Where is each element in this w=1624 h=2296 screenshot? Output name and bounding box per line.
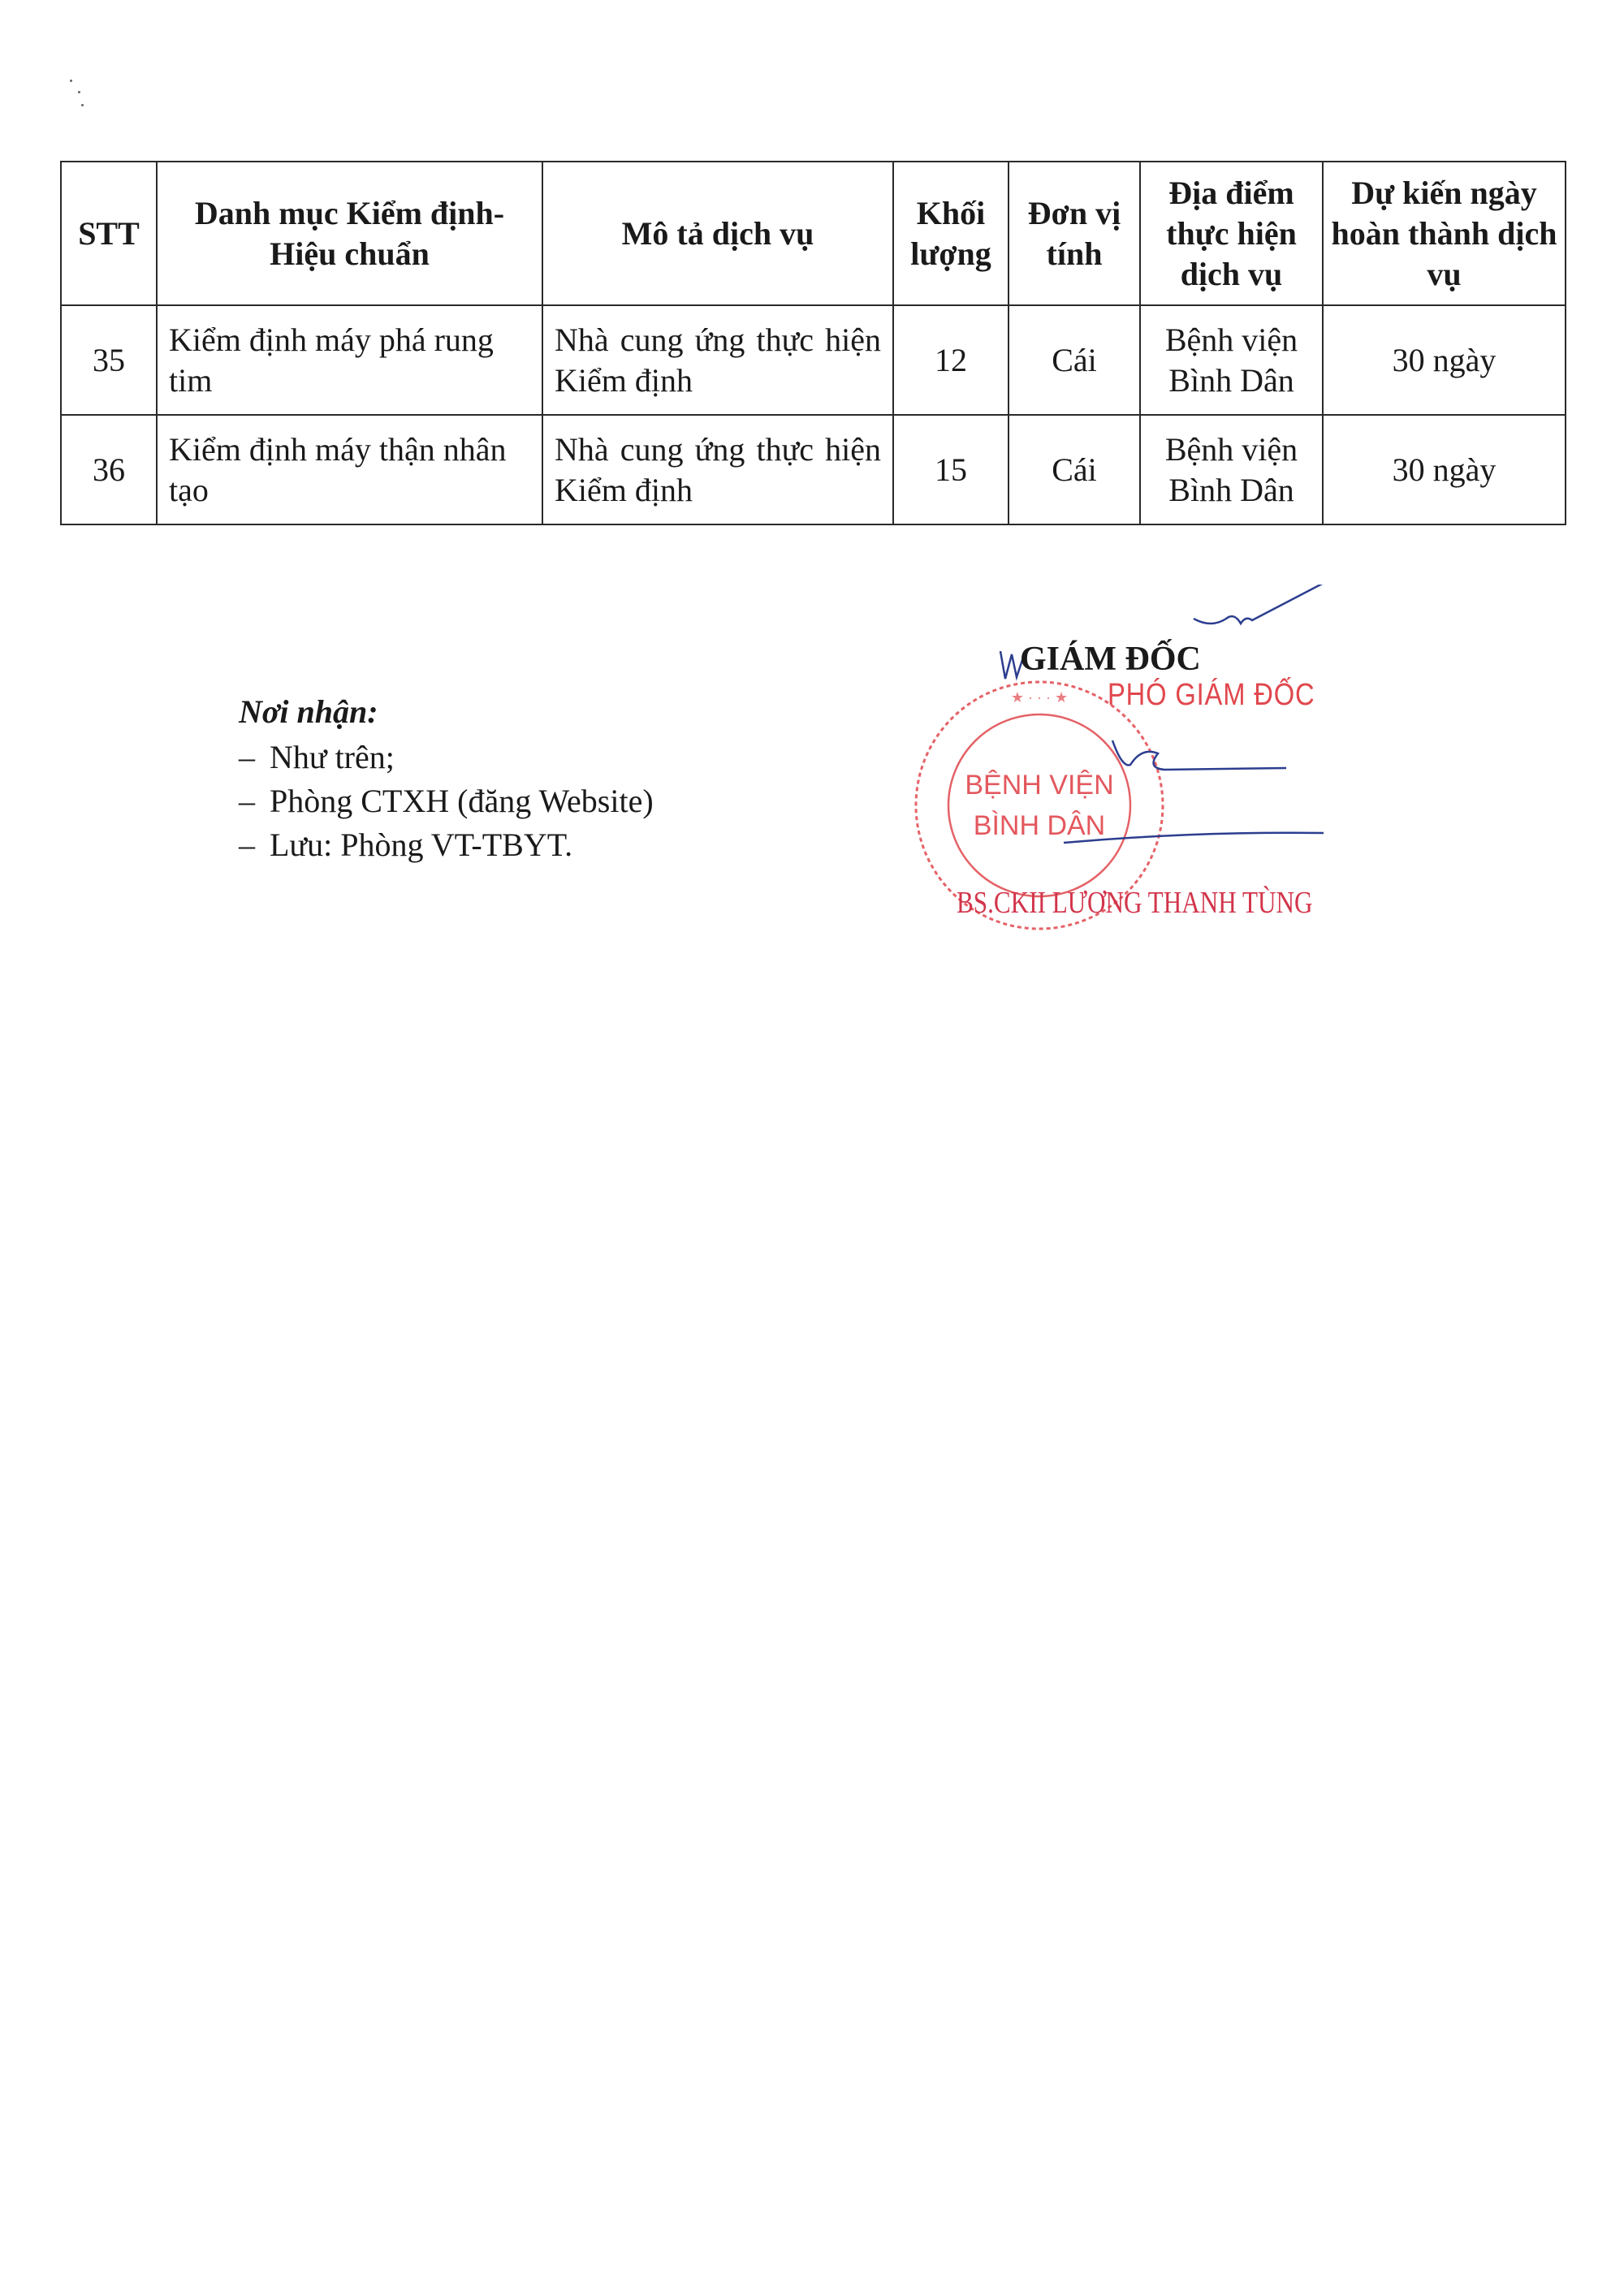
table-header-row — [61, 162, 1566, 305]
cell-quantity: 15 — [893, 415, 1009, 524]
header-category: Danh mục Kiểm định-Hiệu chuẩn — [157, 162, 542, 305]
cell-category: Kiểm định máy thận nhân tạo — [157, 415, 542, 524]
handwritten-signature — [1000, 585, 1327, 843]
cell-completion: 30 ngày — [1323, 415, 1566, 524]
cell-location: Bệnh viện Bình Dân — [1140, 415, 1323, 524]
list-item: – Lưu: Phòng VT-TBYT. — [239, 823, 654, 867]
recipients-block — [239, 690, 654, 867]
cell-completion: 30 ngày — [1323, 305, 1566, 415]
header-stt: STT — [61, 162, 157, 305]
cell-category: Kiểm định máy phá rung tim — [157, 305, 542, 415]
scan-speck — [81, 104, 84, 106]
cell-location: Bệnh viện Bình Dân — [1140, 305, 1323, 415]
recipients-title: Nơi nhận: — [239, 693, 378, 730]
list-item: – Như trên; — [239, 736, 654, 779]
header-description: Mô tả dịch vụ — [542, 162, 893, 305]
service-table — [60, 161, 1566, 525]
table-row — [61, 305, 1566, 415]
cell-stt: 36 — [61, 415, 157, 524]
signature-deputy-title: PHÓ GIÁM ĐỐC — [1108, 678, 1315, 712]
cell-stt: 35 — [61, 305, 157, 415]
stamp-line-1: BỆNH VIỆN — [965, 770, 1114, 801]
signer-name: BS.CKII LƯƠNG THANH TÙNG — [957, 886, 1313, 920]
signature-block — [861, 585, 1364, 942]
cell-unit: Cái — [1009, 415, 1140, 524]
header-unit: Đơn vị tính — [1009, 162, 1140, 305]
header-quantity: Khối lượng — [893, 162, 1009, 305]
signature-title: GIÁM ĐỐC — [1020, 641, 1201, 678]
cell-description: Nhà cung ứng thực hiện Kiểm định — [542, 415, 893, 524]
list-item: – Phòng CTXH (đăng Website) — [239, 779, 654, 823]
cell-unit: Cái — [1009, 305, 1140, 415]
cell-quantity: 12 — [893, 305, 1009, 415]
scan-speck — [78, 91, 80, 93]
table-row — [61, 415, 1566, 524]
scan-speck — [70, 80, 72, 82]
stamp-ring-text: ★ · · · ★ — [1010, 689, 1069, 706]
header-location: Địa điểm thực hiện dịch vụ — [1140, 162, 1323, 305]
stamp-line-2: BÌNH DÂN — [973, 810, 1106, 841]
recipients-list — [239, 736, 654, 867]
cell-description: Nhà cung ứng thực hiện Kiểm định — [542, 305, 893, 415]
header-completion: Dự kiến ngày hoàn thành dịch vụ — [1323, 162, 1566, 305]
